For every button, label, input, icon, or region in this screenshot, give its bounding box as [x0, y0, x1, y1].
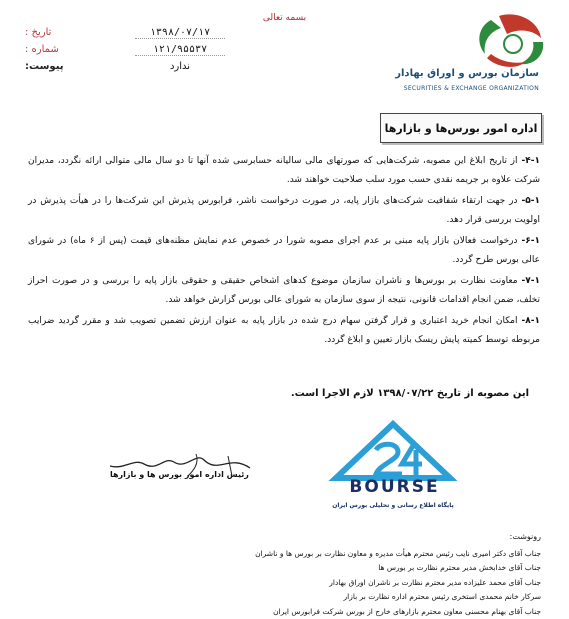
copy-recipient: جناب آقای بهنام محسنی معاون محترم بازارهای خارج از بورس شرکت فرابورس ایران — [121, 605, 541, 619]
item-text: از تاریخ ابلاغ این مصوبه، شرکت‌هایی که صورتهای مالی سالیانه حسابرسی شده آنها تا دو سال مالی متوالی ارائه نگردد، مدیران شرکت علاوه بر جریمه نقدی حسب مورد سلب صلاحیت خواهند شد. — [28, 156, 540, 185]
item-number: ۴-۱- — [522, 156, 540, 166]
item-number: ۵-۱- — [522, 196, 540, 206]
org-name-fa: سازمان بورس و اوراق بهادار — [395, 68, 539, 79]
org-name-en: SECURITIES & EXCHANGE ORGANIZATION — [404, 85, 539, 92]
attachment-row — [25, 58, 225, 75]
bourse-watermark-icon — [318, 420, 468, 530]
date-value: ۱۳۹۸/۰۷/۱۷ — [135, 27, 225, 39]
department-title-box — [380, 113, 542, 143]
number-value: ۱۲۱/۹۵۵۳۷ — [135, 44, 225, 56]
effective-date-statement: این مصوبه از تاریخ ۱۳۹۸/۰۷/۲۲ لازم الاجرا است. — [291, 388, 529, 399]
attachment-label: پیوست: — [25, 61, 64, 72]
attachment-value: ندارد — [135, 61, 225, 72]
resolution-item — [28, 192, 540, 229]
copies-section — [121, 530, 541, 619]
item-text: درخواست فعالان بازار پایه مبنی بر عدم اجرای مصوبه شورا در خصوص عدم نمایش مظنه‌های قیمت (پس از ۶ ماه) در شورای عالی بورس طرح گردد. — [28, 236, 540, 265]
letter-meta — [25, 24, 225, 75]
item-number: ۸-۱- — [522, 316, 540, 326]
copies-heading: رونوشت: — [121, 530, 541, 545]
resolution-item — [28, 152, 540, 189]
item-text: در جهت ارتقاء شفافیت شرکت‌های بازار پایه، در صورت درخواست ناشر، فرابورس پذیرش این شرکت‌ها را در هیأت پذیرش در اولویت بررسی قرار دهد. — [28, 196, 540, 225]
item-number: ۶-۱- — [522, 236, 540, 246]
date-label: تاریخ : — [25, 27, 51, 38]
resolution-items — [28, 152, 540, 352]
item-text: امکان انجام خرید اعتباری و قرار گرفتن سهام درج شده در بازار پایه به عنوان ارزش تضمین تصویب شد و مقرر گردید ضرایب مربوطه توسط کمیته پایش ریسک بازار تعیین و ابلاغ گردد. — [28, 316, 540, 345]
seo-logo-icon — [421, 8, 549, 96]
date-row — [25, 24, 225, 41]
copy-recipient: سرکار خانم محمدی استخری رئیس محترم اداره نظارت بر بازار — [121, 590, 541, 605]
resolution-item — [28, 312, 540, 349]
bourse-wordmark: BOURSE — [322, 477, 467, 497]
number-label: شماره : — [25, 44, 59, 55]
resolution-item — [28, 232, 540, 269]
bismillah-heading: بسمه تعالی — [0, 13, 569, 23]
copy-recipient: جناب آقای محمد علیزاده مدیر محترم نظارت بر ناشران اوراق بهادار — [121, 576, 541, 591]
bourse-subtitle: پایگاه اطلاع رسانی و تحلیلی بورس ایران — [318, 502, 468, 509]
signatory-title: رئیس اداره امور بورس ها و بازارها — [110, 470, 249, 479]
resolution-item — [28, 272, 540, 309]
copy-recipient: جناب آقای خدابخش مدیر محترم نظارت بر بورس ها — [121, 561, 541, 576]
copy-recipient: جناب آقای دکتر امیری نایب رئیس محترم هیأت مدیره و معاون نظارت بر بورس ها و ناشران — [121, 547, 541, 562]
item-number: ۷-۱- — [522, 276, 540, 286]
number-row — [25, 41, 225, 58]
department-title: اداره امور بورس‌ها و بازارها — [385, 122, 538, 135]
item-text: معاونت نظارت بر بورس‌ها و ناشران سازمان موضوع کدهای اشخاص حقیقی و حقوقی بازار پایه را بررسی و در صورت احراز تخلف، ضمن انجام اقدامات قانونی، نتیجه از سوی سازمان به شورای عالی بورس گزارش خواهد شد. — [28, 276, 540, 305]
